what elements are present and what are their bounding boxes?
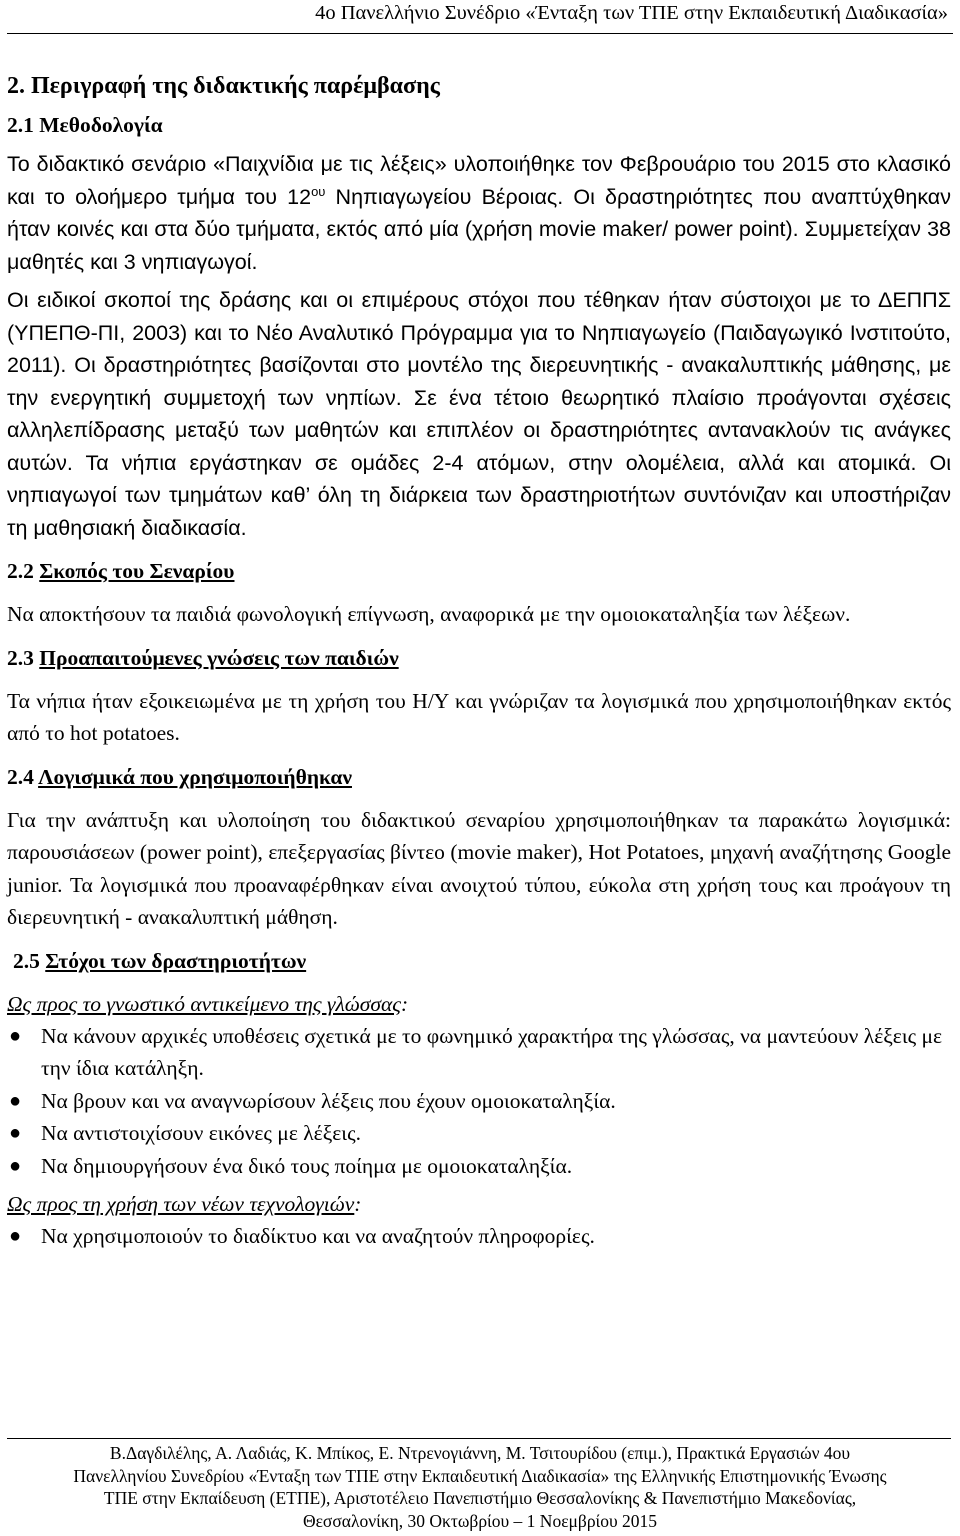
list-item: ● Να αντιστοιχίσουν εικόνες με λέξεις. <box>7 1117 951 1150</box>
section-2-1-title: 2.1 Μεθοδολογία <box>7 113 163 137</box>
section-2-title: 2. Περιγραφή της διδακτικής παρέμβασης <box>7 73 440 99</box>
scenario-goal-paragraph: Να αποκτήσουν τα παιδιά φωνολογική επίγνωση, αναφορικά με την ομοιοκαταληξία των λέξεων. <box>7 602 851 626</box>
technology-goals-heading: Ως προς τη χρήση των νέων τεχνολογιών: <box>7 1192 362 1216</box>
bullet-icon: ● <box>9 1225 22 1247</box>
footer-line-3: ΤΠΕ στην Εκπαίδευση (ΕΤΠΕ), Αριστοτέλειο Πανεπιστήμιο Θεσσαλονίκης & Πανεπιστήμιο Μακεδονίας, <box>103 1488 857 1508</box>
section-2-4-title: 2.4 Λογισμικά που χρησιμοποιήθηκαν <box>7 764 352 789</box>
page-footer <box>0 1442 960 1532</box>
list-item: ● Να βρουν και να αναγνωρίσουν λέξεις που έχουν ομοιοκαταληξία. <box>7 1085 951 1118</box>
running-header: 4ο Πανελλήνιο Συνέδριο «Ένταξη των ΤΠΕ στην Εκπαιδευτική Διαδικασία» <box>315 2 948 24</box>
technology-goals-list <box>7 1220 951 1253</box>
list-item: ● Να δημιουργήσουν ένα δικό τους ποίημα με ομοιοκαταληξία. <box>7 1150 951 1183</box>
header-rule <box>7 33 953 34</box>
bullet-icon: ● <box>9 1024 22 1047</box>
footer-line-2: Πανελληνίου Συνεδρίου «Ένταξη των ΤΠΕ στην Εκπαιδευτική Διαδικασία» της Ελληνικής Επιστημονικής Ένωσης <box>73 1465 887 1486</box>
software-paragraph: Για την ανάπτυξη και υλοποίηση του διδακτικού σεναρίου χρησιμοποιήθηκαν τα παρακάτω λογισμικά: παρουσιάσεων (power point), επεξεργασίας βίντεο (movie maker), Hot Potatoes, μηχανή αναζήτησης Google junior. Τα λογισμικά που προαναφέρθηκαν είναι ανοιχτού τύπου, εύκολα στη χρήση τους και προάγουν τη διερευνητική - ανακαλυπτική μάθηση. <box>7 807 951 929</box>
list-item: ● Να χρησιμοποιούν το διαδίκτυο και να αναζητούν πληροφορίες. <box>7 1220 951 1253</box>
footer-line-4: Θεσσαλονίκη, 30 Οκτωβρίου – 1 Νοεμβρίου 2015 <box>302 1510 658 1531</box>
section-2-2-title: 2.2 Σκοπός του Σεναρίου <box>7 559 235 583</box>
bullet-icon: ● <box>9 1089 22 1112</box>
section-2-3-title: 2.3 Προαπαιτούμενες γνώσεις των παιδιών <box>7 645 399 670</box>
language-goals-list <box>7 1020 951 1183</box>
footer-rule <box>7 1438 951 1439</box>
section-2-5-title: 2.5 Στόχοι των δραστηριοτήτων <box>13 948 307 973</box>
methodology-paragraph-1: Το διδακτικό σενάριο «Παιχνίδια με τις λέξεις» υλοποιήθηκε τον Φεβρουάριο του 2015 στο κλασικό και το ολοήμερο τμήμα του $12^{o\upsilon}$ Νηπιαγωγείου Βέροιας. Οι δραστηριότητες που αναπτύχθηκαν ήταν κοινές και στα δύο τμήματα, εκτός από μία (χρήση movie maker/ power point). Συμμετείχαν 38 μαθητές και 3 νηπιαγωγοί. <box>7 152 951 274</box>
prerequisites-paragraph: Τα νήπια ήταν εξοικειωμένα με τη χρήση του Η/Υ και γνώριζαν τα λογισμικά που χρησιμοποιήθηκαν εκτός από το hot potatoes. <box>7 688 951 745</box>
footer-line-1: Β.Δαγδιλέλης, Α. Λαδιάς, Κ. Μπίκος, Ε. Ντρενογιάννη, Μ. Τσιτουρίδου (επιμ.), Πρακτικά Εργασιών 4ου <box>109 1443 851 1463</box>
page-content <box>7 64 951 1253</box>
bullet-icon: ● <box>9 1122 22 1144</box>
bullet-icon: ● <box>9 1154 22 1177</box>
methodology-paragraph-2: Οι ειδικοί σκοποί της δράσης και οι επιμέρους στόχοι που τέθηκαν ήταν σύστοιχοι με το ΔΕΠΠΣ (ΥΠΕΠΘ-ΠΙ, 2003) και το Νέο Αναλυτικό Πρόγραμμα για το Νηπιαγωγείο (Παιδαγωγικό Ινστιτούτο, 2011). Οι δραστηριότητες βασίζονται στο μοντέλο της διερευνητικής - ανακαλυπτικής μάθησης, με την ενεργητική συμμετοχή των νηπίων. Σε ένα τέτοιο θεωρητικό πλαίσιο προάγονται σχέσεις αλληλεπίδρασης μεταξύ των μαθητών και επιπλέον οι δραστηριότητες αντανακλούν τις ανάγκες αυτών. Τα νήπια εργάστηκαν σε ομάδες 2-4 ατόμων, στην ολομέλεια, αλλά και ατομικά. Οι νηπιαγωγοί των τμημάτων καθ’ όλη τη διάρκεια των δραστηριοτήτων συντόνιζαν και υποστήριζαν τη μαθησιακή διαδικασία. <box>7 288 951 540</box>
language-goals-heading: Ως προς το γνωστικό αντικείμενο της γλώσσας: <box>7 991 409 1016</box>
list-item: ● Να κάνουν αρχικές υποθέσεις σχετικά με το φωνημικό χαρακτήρα της γλώσσας, να μαντεύουν λέξεις με την ίδια κατάληξη. <box>7 1020 951 1085</box>
